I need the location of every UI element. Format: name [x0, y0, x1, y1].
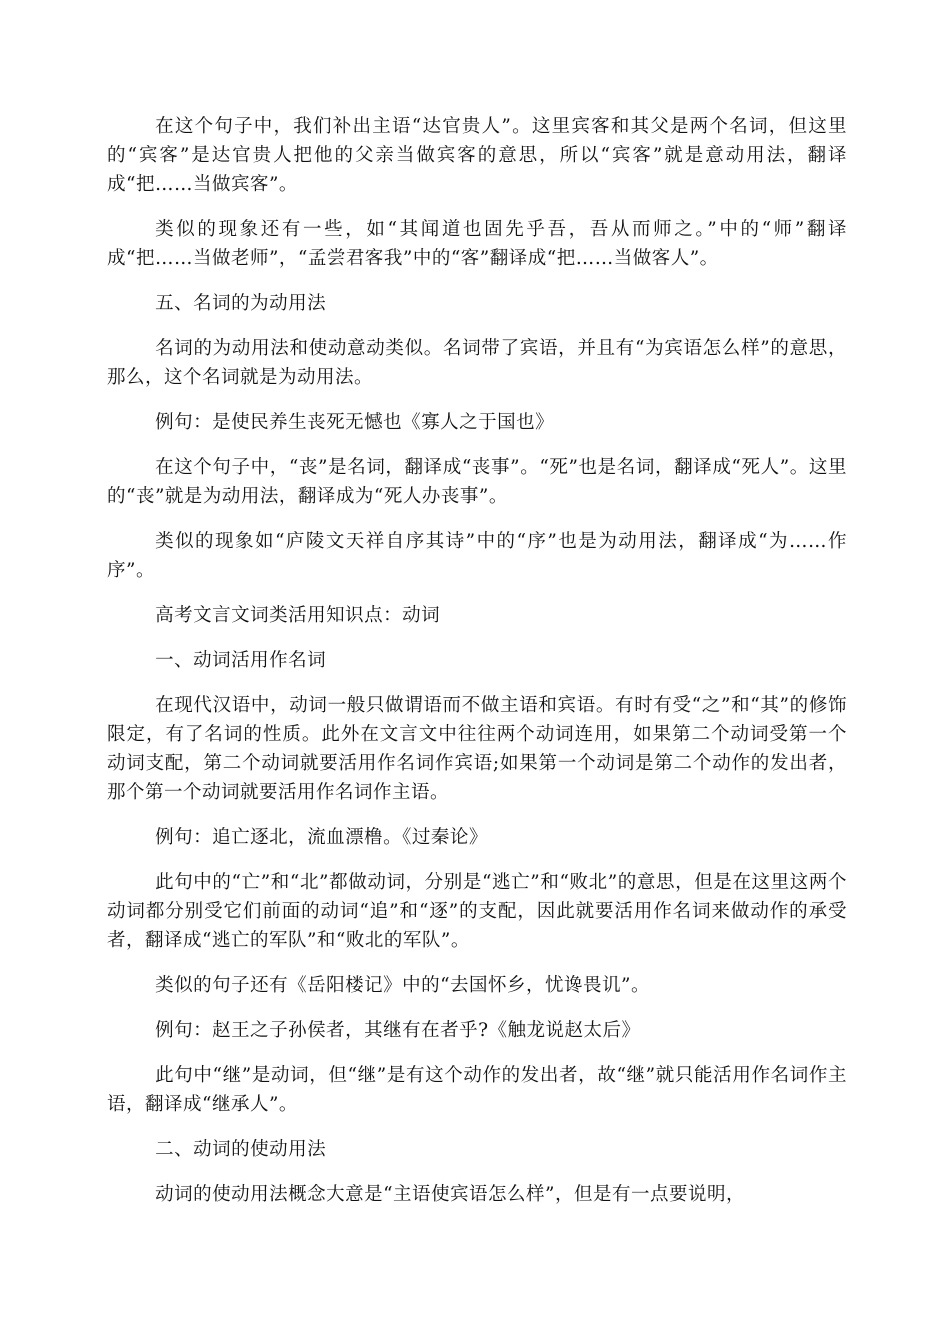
paragraph-9: 此句中“继”是动词，但“继”是有这个动作的发出者，故“继”就只能活用作名词作主语，翻译成“继承人”。	[107, 1065, 847, 1115]
paragraph-6: 在现代汉语中，动词一般只做谓语而不做主语和宾语。有时有受“之”和“其”的修饰限定，有了名词的性质。此外在文言文中往往两个动词连用，如果第二个动词受第一个动词支配，第二个动词就要活用作名词作宾语;如果第一个动词是第二个动作的发出者，那个第一个动词就要活用作名词作主语。	[107, 695, 847, 803]
example-sentence-2: 例句：追亡逐北，流血漂橹。《过秦论》	[155, 827, 488, 848]
paragraph-2: 类似的现象还有一些，如“其闻道也固先乎吾，吾从而师之。”中的“师”翻译成“把……当做老师”，“孟尝君客我”中的“客”翻译成“把……当做客人”。	[107, 219, 847, 269]
paragraph-4: 在这个句子中，“丧”是名词，翻译成“丧事”。“死”也是名词，翻译成“死人”。这里的“丧”就是为动用法，翻译成为“死人办丧事”。	[107, 457, 847, 507]
paragraph-10: 动词的使动用法概念大意是“主语使宾语怎么样”，但是有一点要说明，	[155, 1184, 746, 1205]
section-heading-verb: 高考文言文词类活用知识点：动词	[155, 605, 441, 626]
paragraph-5: 类似的现象如“庐陵文天祥自序其诗”中的“序”也是为动用法，翻译成“为……作序”。	[107, 531, 847, 581]
paragraph-8: 类似的句子还有《岳阳楼记》中的“去国怀乡，忧谗畏讥”。	[155, 975, 651, 996]
example-sentence-1: 例句：是使民养生丧死无憾也《寡人之于国也》	[155, 412, 555, 433]
paragraph-1: 在这个句子中，我们补出主语“达官贵人”。这里宾客和其父是两个名词，但这里的“宾客”是达官贵人把他的父亲当做宾客的意思，所以“宾客”就是意动用法，翻译成“把……当做宾客”。	[107, 116, 847, 195]
section-heading-verb-causative: 二、动词的使动用法	[155, 1139, 327, 1160]
section-heading-noun-weidong: 五、名词的为动用法	[155, 293, 327, 314]
example-sentence-3: 例句：赵王之子孙侯者，其继有在者乎?《触龙说赵太后》	[155, 1020, 641, 1041]
paragraph-7: 此句中的“亡”和“北”都做动词，分别是“逃亡”和“败北”的意思，但是在这里这两个动词都分别受它们前面的动词“追”和“逐”的支配，因此就要活用作名词来做动作的承受者，翻译成“逃亡的军队”和“败北的军队”。	[107, 872, 847, 951]
paragraph-3: 名词的为动用法和使动意动类似。名词带了宾语，并且有“为宾语怎么样”的意思，那么，这个名词就是为动用法。	[107, 338, 847, 388]
section-heading-verb-as-noun: 一、动词活用作名词	[155, 650, 327, 671]
document-body	[107, 112, 847, 1225]
